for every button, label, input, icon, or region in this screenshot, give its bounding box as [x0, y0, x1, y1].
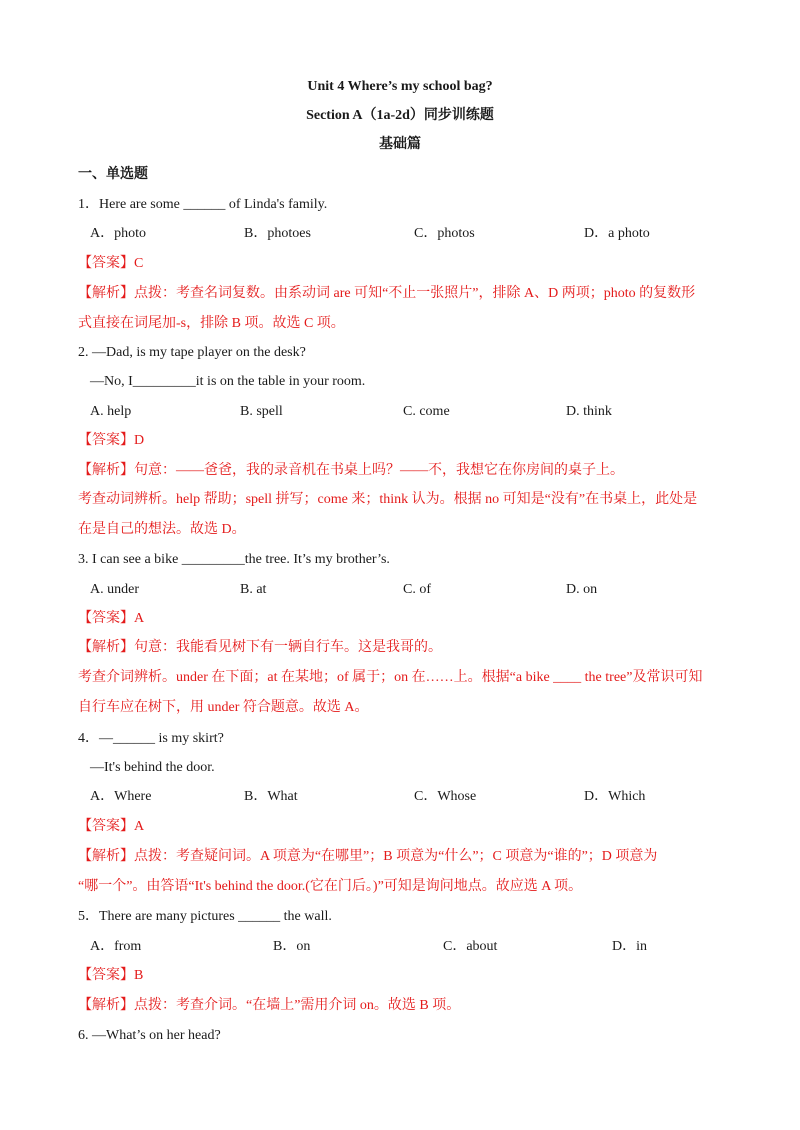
q1-option-c: C．photos	[414, 226, 475, 241]
section-title: Section A（1a-2d）同步训练题	[306, 108, 494, 123]
q4-answer: 【答案】A	[78, 819, 145, 834]
question-5-stem: 5．There are many pictures ______ the wall.	[78, 909, 332, 924]
q1-option-a: A．photo	[90, 226, 146, 241]
q4-option-c: C．Whose	[414, 789, 477, 804]
q3-option-b: B. at	[240, 582, 267, 597]
unit-title: Unit 4 Where’s my school bag?	[307, 79, 493, 94]
q3-analysis-1: 【解析】句意：我能看见树下有一辆自行车。这是我哥的。	[78, 640, 442, 655]
q2-analysis-1: 【解析】句意：——爸爸，我的录音机在书桌上吗？——不，我想它在你房间的桌子上。	[78, 463, 624, 478]
q2-analysis-2: 考查动词辨析。help 帮助；spell 拼写；come 来；think 认为。根据 no 可知是“没有”在书桌上，此处是	[78, 492, 698, 507]
question-4-stem-2: —It's behind the door.	[90, 760, 215, 775]
q3-analysis-2: 考查介词辨析。under 在下面；at 在某地；of 属于；on 在……上。根据“a bike ____ the tree”及常识可知	[78, 670, 703, 685]
q4-analysis-2: “哪一个”。由答语“It's behind the door.(它在门后。)”可知是询问地点。故应选 A 项。	[78, 879, 583, 894]
q4-option-a: A．Where	[90, 789, 152, 804]
q3-option-c: C. of	[403, 582, 431, 597]
q1-analysis-1: 【解析】点拨：考查名词复数。由系动词 are 可知“不止一张照片”，排除 A、D 两项；photo 的复数形	[78, 286, 696, 301]
q3-option-a: A. under	[90, 582, 139, 597]
q1-option-d: D．a photo	[584, 226, 650, 241]
q1-option-b: B．photoes	[244, 226, 311, 241]
question-2-stem: 2. —Dad, is my tape player on the desk?	[78, 345, 306, 360]
q5-option-a: A．from	[90, 939, 142, 954]
q1-answer: 【答案】C	[78, 256, 144, 271]
q2-option-a: A. help	[90, 404, 132, 419]
q3-analysis-3: 自行车应在树下，用 under 符合题意。故选 A。	[78, 700, 369, 715]
q4-option-b: B．What	[244, 789, 298, 804]
question-4-stem: 4．—______ is my skirt?	[78, 731, 224, 746]
question-2-stem-2: —No, I_________it is on the table in your room.	[90, 374, 366, 389]
q5-analysis-1: 【解析】点拨：考查介词。“在墙上”需用介词 on。故选 B 项。	[78, 998, 461, 1013]
q2-answer: 【答案】D	[78, 433, 145, 448]
question-1-stem: 1．Here are some ______ of Linda's family.	[78, 197, 328, 212]
q3-answer: 【答案】A	[78, 611, 145, 626]
q2-option-d: D. think	[566, 404, 612, 419]
q4-analysis-1: 【解析】点拨：考查疑问词。A 项意为“在哪里”；B 项意为“什么”；C 项意为“谁的”；D 项意为	[78, 849, 658, 864]
q5-option-d: D．in	[612, 939, 647, 954]
question-3-stem: 3. I can see a bike _________the tree. It’s my brother’s.	[78, 552, 390, 567]
q5-answer: 【答案】B	[78, 968, 144, 983]
q4-option-d: D．Which	[584, 789, 646, 804]
question-6-stem: 6. —What’s on her head?	[78, 1028, 221, 1043]
q2-analysis-3: 在是自己的想法。故选 D。	[78, 522, 246, 537]
q1-analysis-2: 式直接在词尾加-s，排除 B 项。故选 C 项。	[78, 316, 345, 331]
q3-option-d: D. on	[566, 582, 598, 597]
section-heading: 一、单选题	[78, 167, 148, 182]
q2-option-c: C. come	[403, 404, 450, 419]
level-title: 基础篇	[379, 137, 421, 152]
q5-option-c: C．about	[443, 939, 498, 954]
q5-option-b: B．on	[273, 939, 311, 954]
q2-option-b: B. spell	[240, 404, 283, 419]
